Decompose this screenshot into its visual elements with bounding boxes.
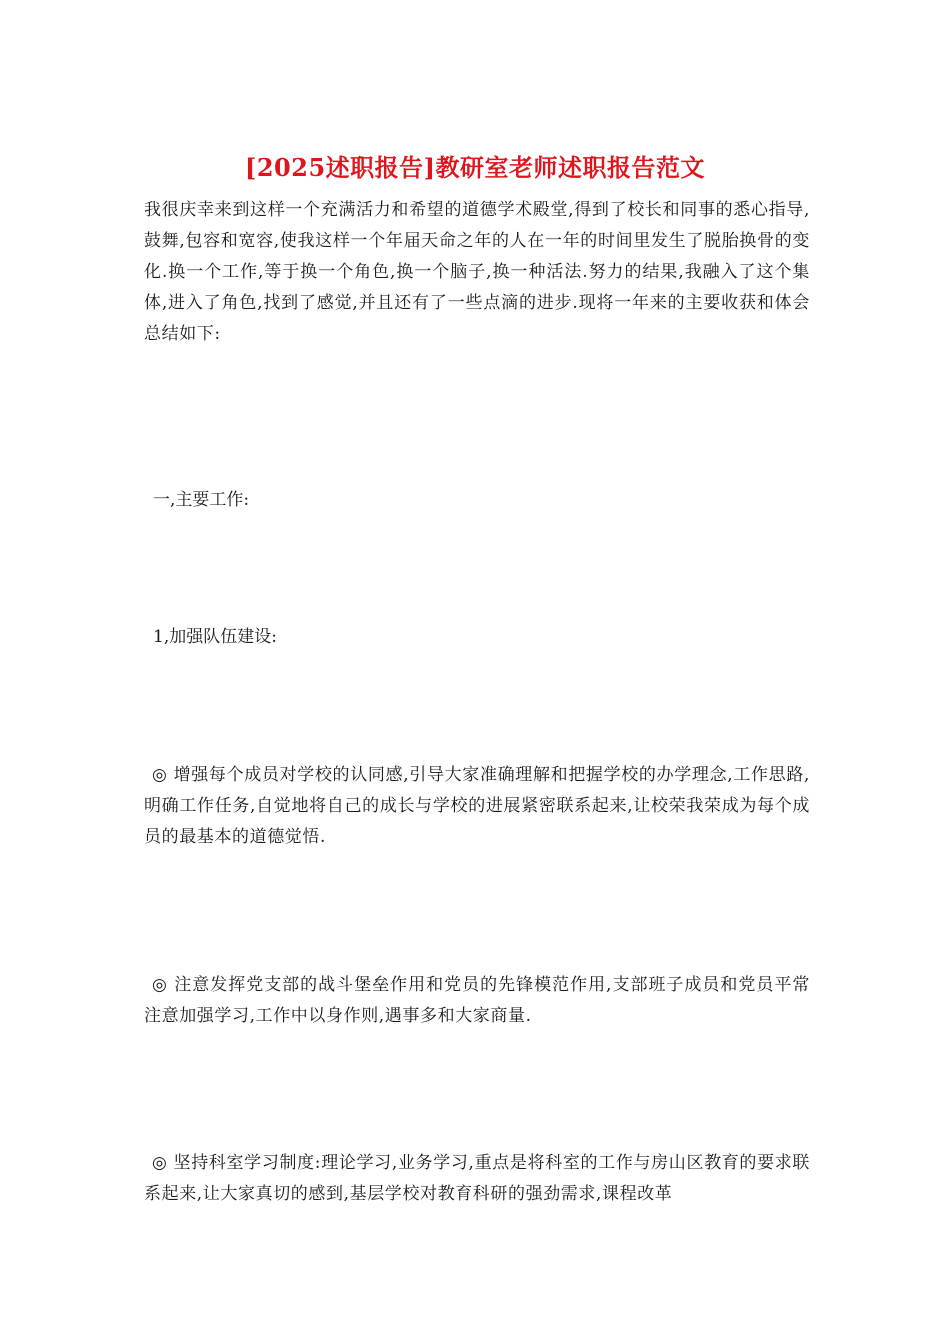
bullet-paragraph-3: ◎ 坚持科室学习制度:理论学习,业务学习,重点是将科室的工作与房山区教育的要求联系起来,让大家真切的感到,基层学校对教育科研的强劲需求,课程改革 [144, 1153, 810, 1204]
intro-paragraph: 我很庆幸来到这样一个充满活力和希望的道德学术殿堂,得到了校长和同事的悉心指导,鼓舞,包容和宽容,使我这样一个年届天命之年的人在一年的时间里发生了脱胎换骨的变化.换一个工作,等于换一个角色,换一个脑子,换一种活法.努力的结果,我融入了这个集体,进入了角色,找到了感觉,并且还有了一些点滴的进步.现将一年来的主要收获和体会总结如下: [144, 200, 810, 344]
bullet-paragraph-2: ◎ 注意发挥党支部的战斗堡垒作用和党员的先锋模范作用,支部班子成员和党员平常注意加强学习,工作中以身作则,遇事多和大家商量. [144, 975, 810, 1026]
bullet-paragraph-1: ◎ 增强每个成员对学校的认同感,引导大家准确理解和把握学校的办学理念,工作思路,明确工作任务,自觉地将自己的成长与学校的进展紧密联系起来,让校荣我荣成为每个成员的最基本的道德觉悟. [144, 765, 810, 847]
subsection-heading-team-building: 1,加强队伍建设: [153, 627, 277, 647]
section-heading-main-work: 一,主要工作: [153, 490, 250, 510]
document-title: [2025述职报告]教研室老师述职报告范文 [244, 153, 705, 182]
